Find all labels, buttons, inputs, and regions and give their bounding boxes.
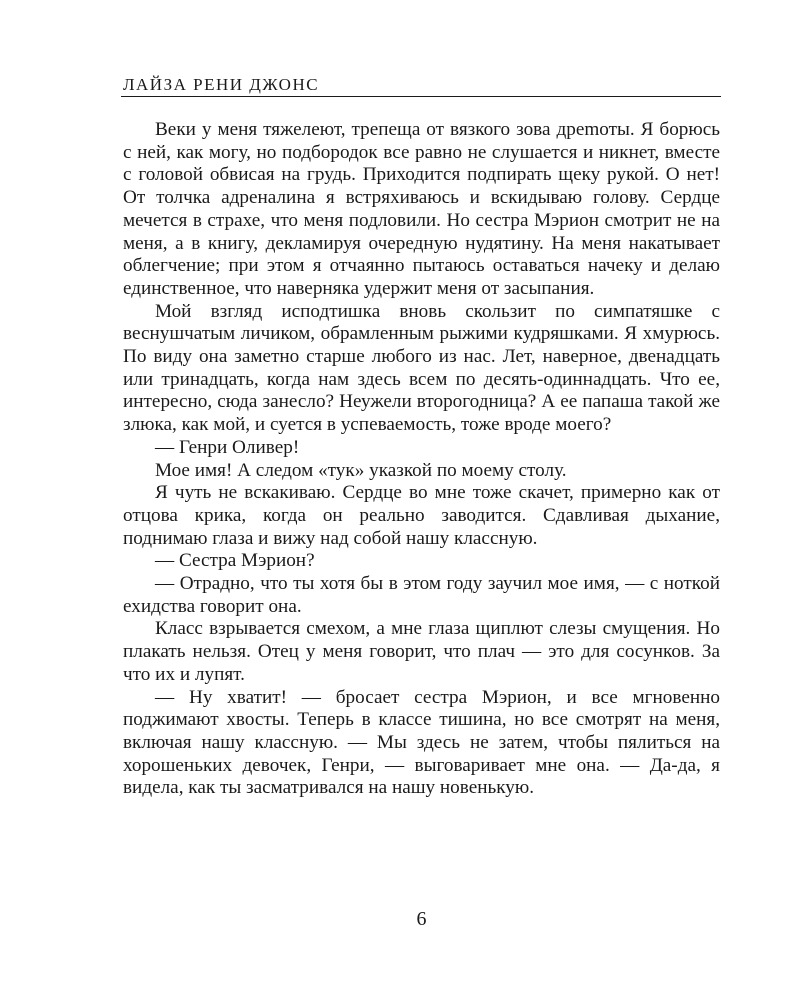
page-number: 6: [416, 908, 427, 930]
running-head-author: ЛАЙЗА РЕНИ ДЖОНС: [123, 75, 320, 94]
body-text: [123, 119, 720, 800]
paragraph-4: Мое имя! А следом «тук» указкой по моему столу.: [155, 459, 567, 481]
paragraph-5: Я чуть не вскакиваю. Сердце во мне тоже скачет, примерно как от отцова крика, когда он реально заводится. Сдавливая дыхание, поднимаю глаза и вижу над собой нашу классную.: [123, 482, 720, 549]
paragraph-8: Класс взрывается смехом, а мне глаза щиплют слезы смущения. Но плакать нельзя. Отец у меня говорит, что плач — это для сосунков. За что их и лупят.: [123, 618, 720, 685]
paragraph-7: — Отрадно, что ты хотя бы в этом году заучил мое имя, — с ноткой ехидства говорит она.: [123, 573, 720, 617]
paragraph-9: — Ну хватит! — бросает сестра Мэрион, и все мгновенно поджимают хвосты. Теперь в классе тишина, но все смотрят на меня, включая нашу классную. — Мы здесь не затем, чтобы пялиться на хорошеньких девочек, Генри, — выговаривает мне она. — Да-да, я видела, как ты засматривался на нашу новенькую.: [123, 686, 720, 799]
paragraph-2: Мой взгляд исподтишка вновь скользит по симпатяшке с веснушчатым личиком, обрамленным рыжими кудряшками. Я хмурюсь. По виду она заметно старше любого из нас. Лет, наверное, двенадцать или тринадцать, когда нам здесь всем по десять-одиннадцать. Что ее, интересно, сюда занесло? Неужели второгодница? А ее папаша такой же злюка, как мой, и суется в успеваемость, тоже вроде моего?: [123, 300, 720, 436]
paragraph-3: — Генри Оливер!: [155, 436, 300, 458]
paragraph-6: — Сестра Мэрион?: [155, 550, 315, 572]
paragraph-1: Веки у меня тяжелеют, трепеща от вязкого зова дреmоты. Я борюсь с ней, как могу, но подбородок все равно не слушается и никнет, вместе с головой обвисая на грудь. Приходится подпирать щеку рукой. О нет! От толчка адреналина я встряхиваюсь и вскидываю голову. Сердце мечется в страхе, что меня подловили. Но сестра Мэрион смотрит не на меня, а в книгу, декламируя очередную нудятину. На меня накатывает облегчение; при этом я отчаянно пытаюсь оставаться начеку и делаю единственное, что наверняка удержит меня от засыпания.: [123, 119, 720, 299]
header-rule: [121, 96, 721, 97]
